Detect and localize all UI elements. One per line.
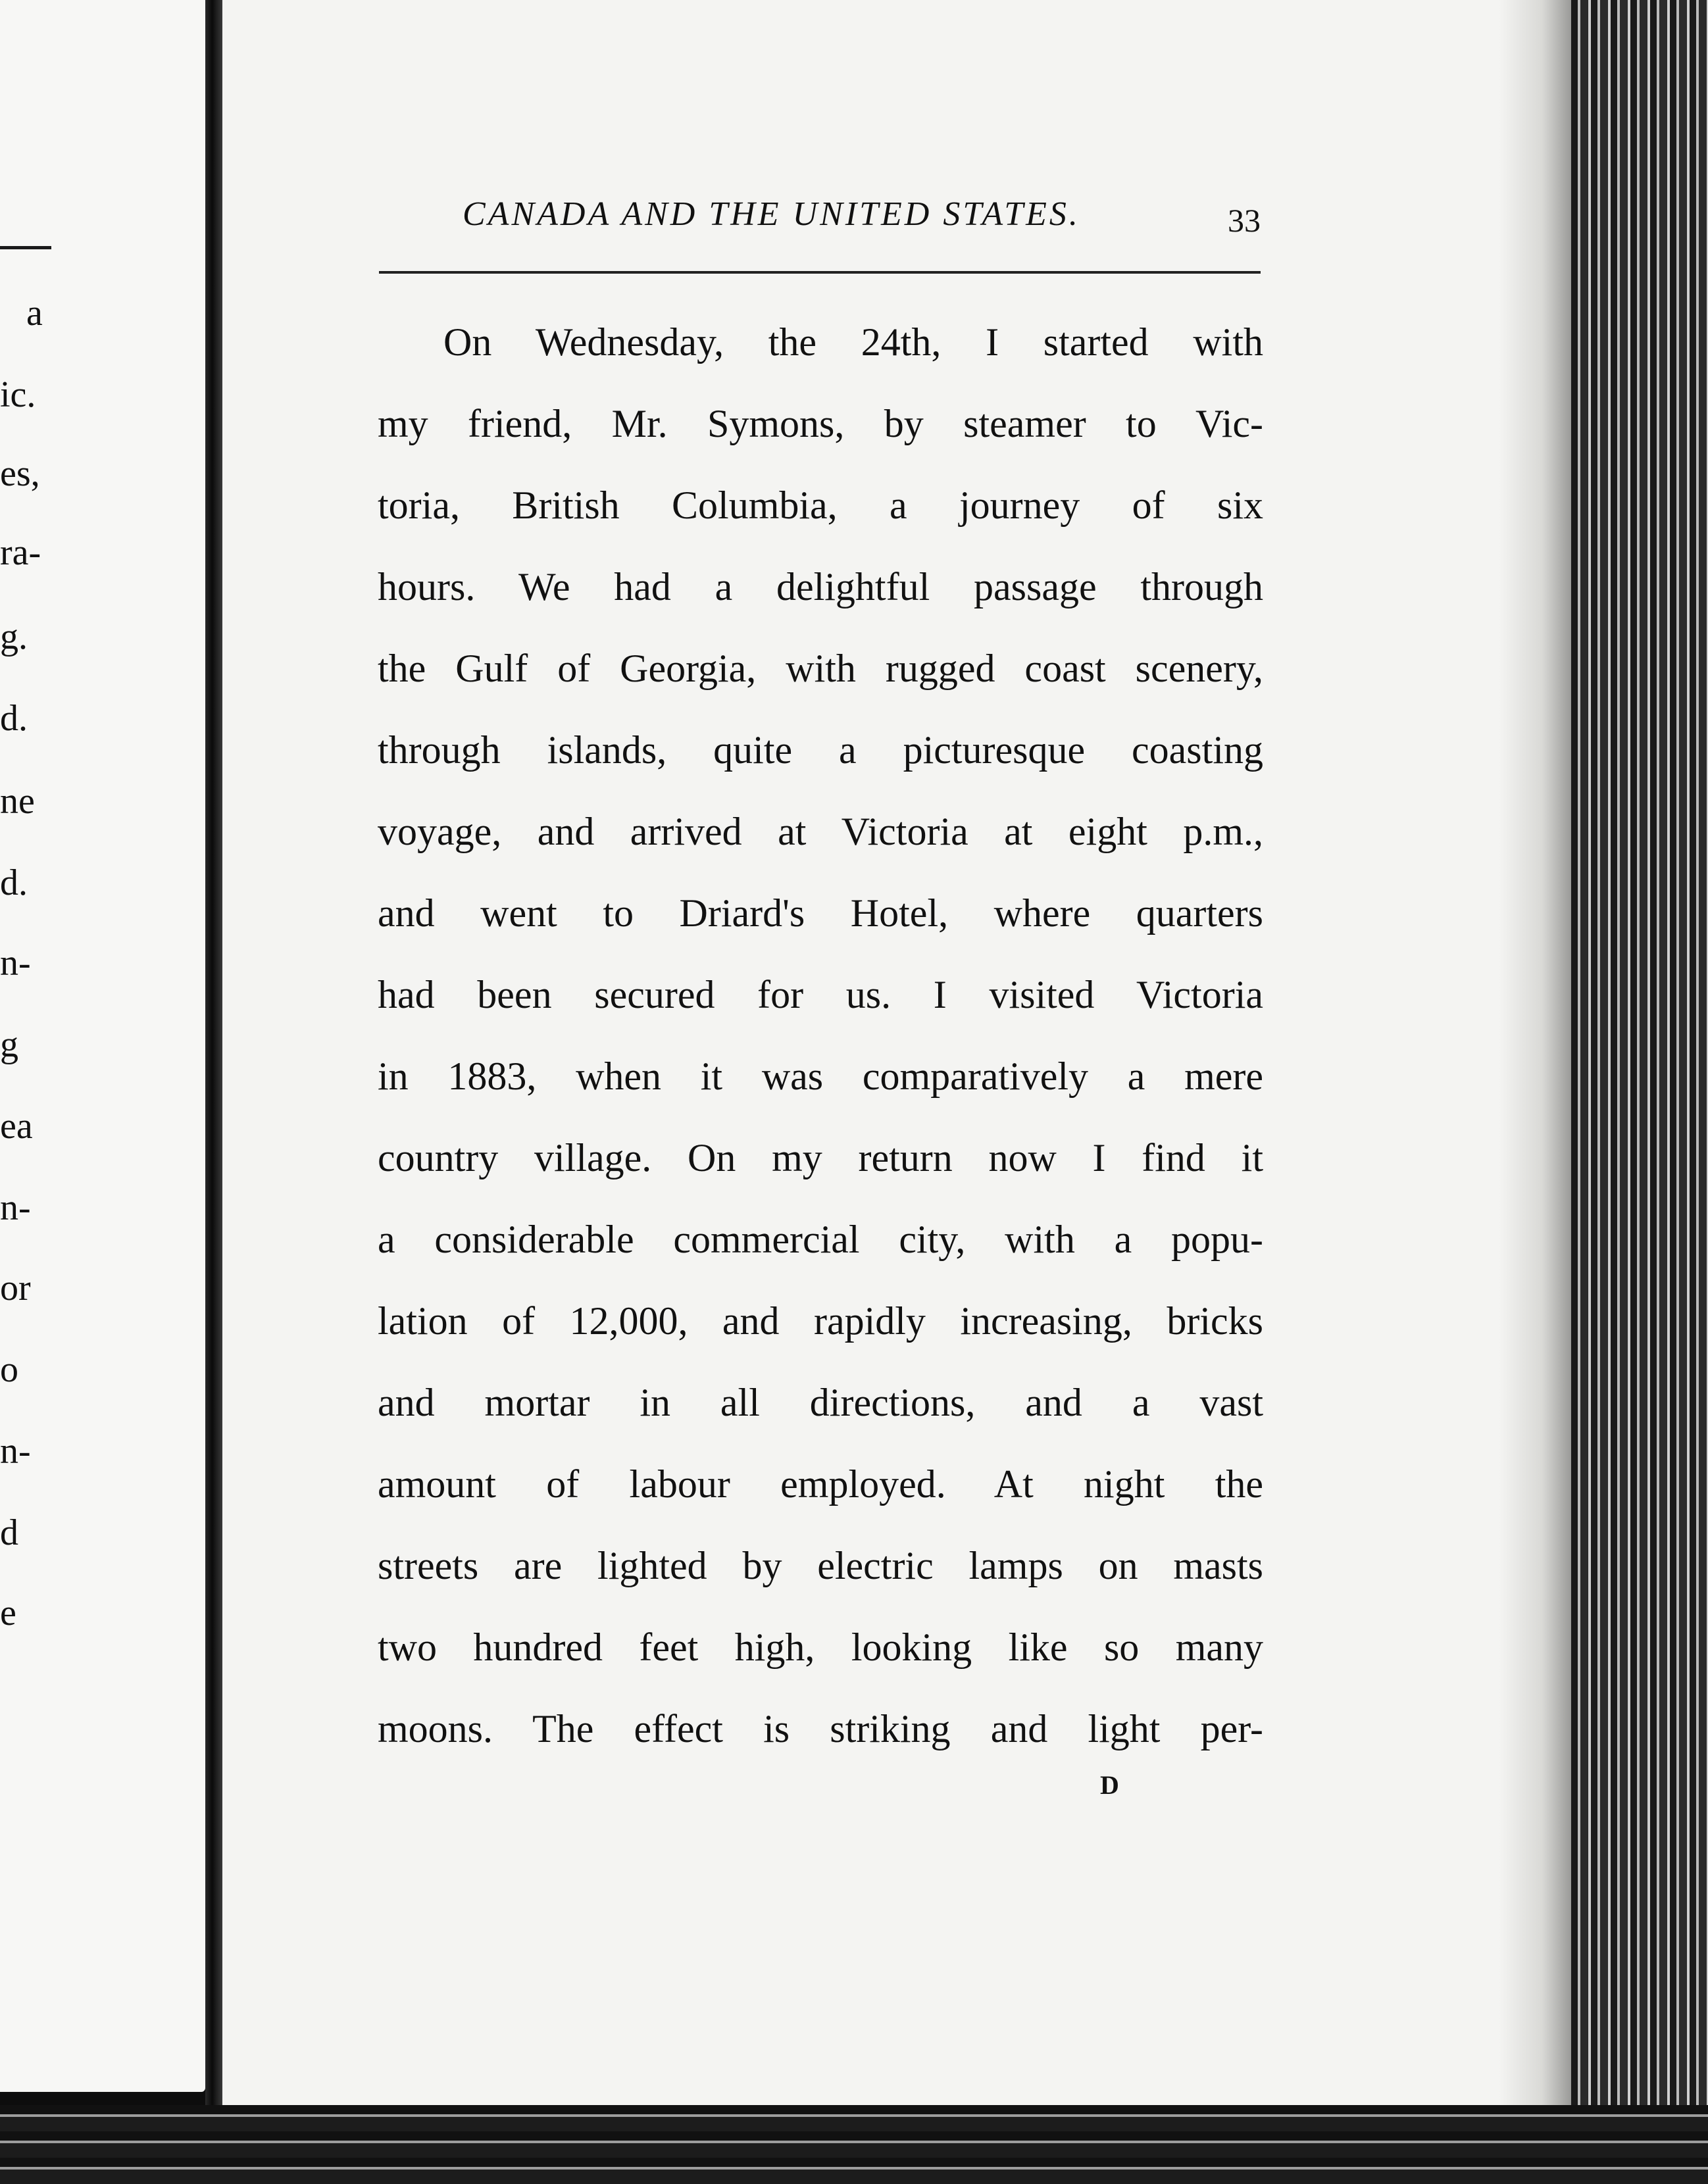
text-line: amount of labour employed. At night the [378,1462,1263,1506]
text-line: lation of 12,000, and rapidly increasing, bricks [378,1299,1263,1343]
page-number: 33 [1228,202,1261,239]
left-fragment: ne [0,781,35,822]
page-edge [1499,0,1571,2105]
text-line: toria, British Columbia, a journey of six [378,484,1263,527]
text-line: the Gulf of Georgia, with rugged coast scenery, [378,647,1263,690]
text-line: On Wednesday, the 24th, I started with [443,320,1263,364]
text-line: voyage, and arrived at Victoria at eight p.m., [378,810,1263,853]
text-line: and went to Driard's Hotel, where quarters [378,891,1263,935]
page-stack-edge [1571,0,1708,2184]
left-page-rule [0,246,51,249]
left-fragment: es, [0,453,40,494]
left-facing-page [0,0,205,2092]
text-line: country village. On my return now I find it [378,1136,1263,1179]
text-line: moons. The effect is striking and light per- [378,1707,1263,1750]
text-line: two hundred feet high, looking like so many [378,1626,1263,1669]
left-fragment: ea [0,1106,33,1147]
left-fragment: n- [0,1187,31,1228]
book-gutter [205,0,222,2105]
left-fragment: d. [0,698,28,739]
left-fragment: or [0,1268,31,1308]
left-fragment: o [0,1349,18,1390]
text-line: a considerable commercial city, with a popu- [378,1218,1263,1261]
left-fragment: g [0,1024,18,1065]
left-fragment: d [0,1512,18,1553]
left-fragment: a [26,293,43,334]
left-fragment: e [0,1593,16,1633]
left-fragment: g. [0,616,28,657]
left-fragment: d. [0,862,28,903]
text-line: through islands, quite a picturesque coasting [378,728,1263,772]
running-head: CANADA AND THE UNITED STATES. [463,195,1080,233]
body-paragraph [378,316,1263,1784]
left-fragment: n- [0,1431,31,1472]
text-line: hours. We had a delightful passage through [378,565,1263,608]
left-fragment: n- [0,943,31,983]
left-fragment: ra- [0,532,41,573]
left-fragment: ic. [0,374,36,415]
header-rule [379,271,1261,274]
text-line: had been secured for us. I visited Victoria [378,973,1263,1016]
text-line: streets are lighted by electric lamps on masts [378,1544,1263,1587]
book-bottom-edge [0,2105,1708,2184]
text-line: and mortar in all directions, and a vast [378,1381,1263,1424]
text-line: my friend, Mr. Symons, by steamer to Vic- [378,402,1263,445]
text-line: in 1883, when it was comparatively a mere [378,1055,1263,1098]
signature-mark: D [1100,1770,1119,1800]
